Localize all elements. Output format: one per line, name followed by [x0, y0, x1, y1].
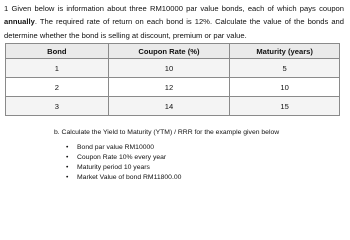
table-cell: 2: [6, 78, 109, 97]
question-1-intro: 1 Given below is information about three RM10000 par value bonds, each of which pays coupon: [4, 4, 344, 13]
table-cell: 15: [230, 97, 340, 116]
table-cell: 10: [230, 78, 340, 97]
table-cell: 10: [108, 59, 230, 78]
table-cell: 5: [230, 59, 340, 78]
list-item: • Bond par value RM10000: [66, 143, 344, 153]
bond-table: [5, 43, 340, 116]
list-item: • Market Value of bond RM11800.00: [66, 173, 344, 183]
table-cell: 14: [108, 97, 230, 116]
table-cell: 12: [108, 78, 230, 97]
question-b-section: [54, 128, 344, 183]
table-row: [6, 78, 340, 97]
question-1-emphasis: annually: [4, 17, 35, 27]
table-cell: 3: [6, 97, 109, 116]
question-b-heading: b. Calculate the Yield to Maturity (YTM) / RRR for the example given below: [54, 129, 280, 136]
header-bond: Bond: [6, 44, 109, 59]
table-row: [6, 59, 340, 78]
question-1-rest: . The required rate of return on each bond is 12%. Calculate the value of the bonds and determine whether the bond is selling at discount, premium or par value.: [4, 17, 344, 40]
table-header-row: [6, 44, 340, 59]
table-row: [6, 97, 340, 116]
question-b-list: [66, 143, 344, 183]
header-maturity: Maturity (years): [230, 44, 340, 59]
question-1-text: [4, 2, 344, 42]
header-coupon-rate: Coupon Rate (%): [108, 44, 230, 59]
list-item: • Coupon Rate 10% every year: [66, 153, 344, 163]
table-cell: 1: [6, 59, 109, 78]
list-item: • Maturity period 10 years: [66, 163, 344, 173]
